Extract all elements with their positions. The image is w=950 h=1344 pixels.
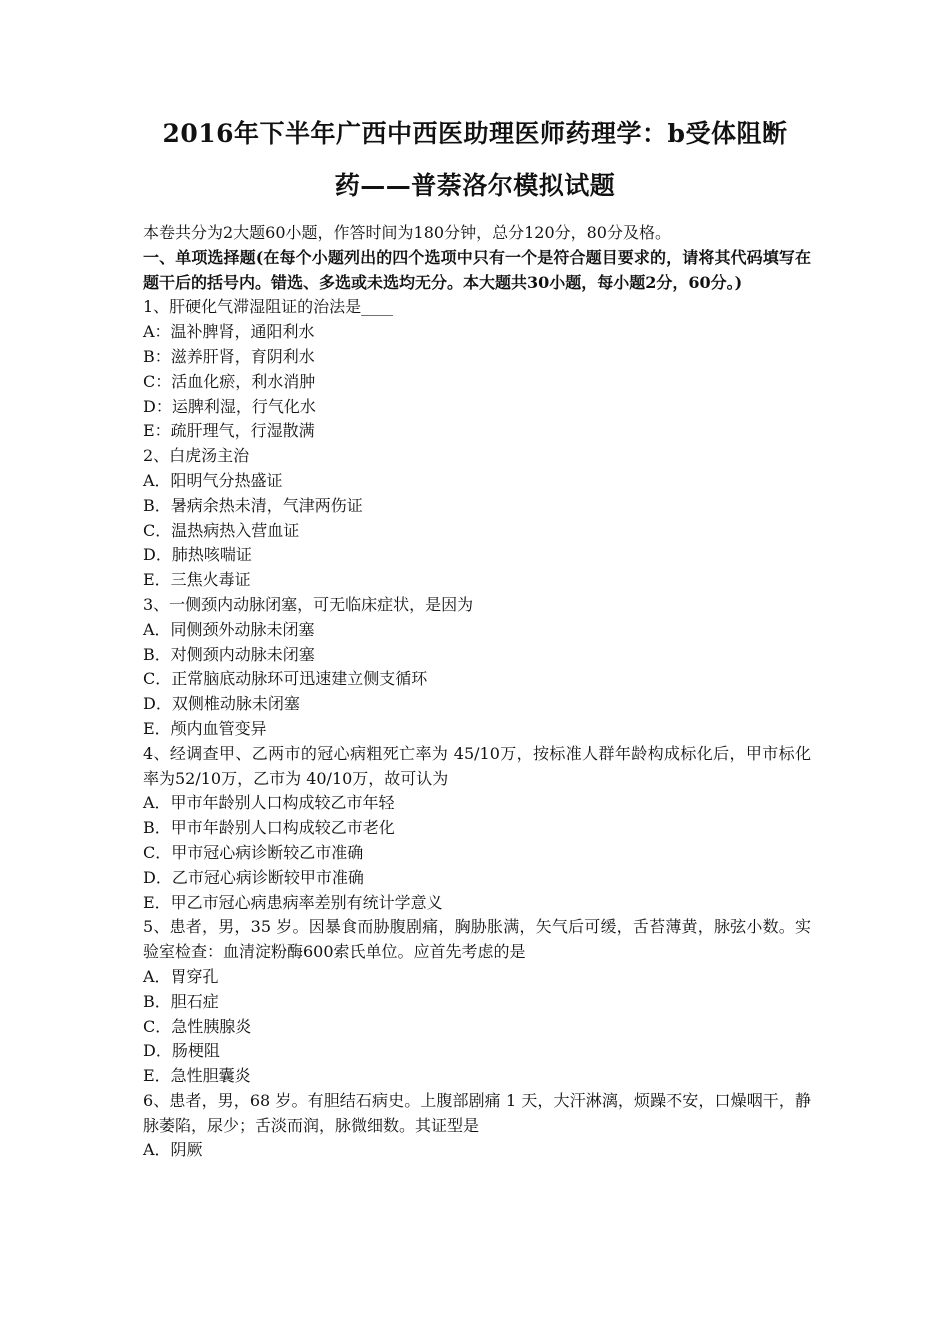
question-3	[143, 593, 811, 742]
option-b: B：滋养肝肾，育阴利水	[143, 346, 315, 366]
question-stem: 6、患者，男，68 岁。有胆结石病史。上腹部剧痛 1 天，大汗淋漓，烦躁不安，口燥咽干，静脉萎陷，尿少；舌淡而润，脉微细数。其证型是	[143, 1090, 811, 1135]
option-c: C：活血化瘀，利水消肿	[143, 371, 316, 391]
option-a: A．阴厥	[143, 1140, 203, 1160]
option-a: A．胃穿孔	[143, 966, 219, 986]
question-4	[143, 742, 811, 916]
option-c: C．正常脑底动脉环可迅速建立侧支循环	[143, 669, 428, 689]
document-title-line-1: 2016年下半年广西中西医助理医师药理学：b受体阻断	[162, 119, 788, 148]
question-stem: 2、白虎汤主治	[143, 446, 250, 466]
option-b: B．胆石症	[143, 991, 219, 1011]
option-c: C．甲市冠心病诊断较乙市准确	[143, 842, 364, 862]
option-e: E．甲乙市冠心病患病率差别有统计学意义	[143, 892, 443, 912]
option-c: C．急性胰腺炎	[143, 1016, 252, 1036]
question-2	[143, 444, 811, 593]
question-stem: 4、经调查甲、乙两市的冠心病粗死亡率为 45/10万，按标准人群年龄构成标化后，甲市标化率为52/10万，乙市为 40/10万，故可认为	[143, 743, 811, 788]
question-stem: 5、患者，男，35 岁。因暴食而胁腹剧痛，胸胁胀满，矢气后可缓，舌苔薄黄，脉弦小数。实验室检查：血清淀粉酶600索氏单位。应首先考虑的是	[143, 917, 811, 962]
option-a: A．甲市年龄别人口构成较乙市年轻	[143, 793, 395, 813]
question-1	[143, 295, 811, 444]
option-e: E．颅内血管变异	[143, 718, 267, 738]
option-d: D．双侧椎动脉未闭塞	[143, 694, 300, 714]
question-5	[143, 915, 811, 1089]
option-d: D．乙市冠心病诊断较甲市准确	[143, 867, 364, 887]
exam-intro: 本卷共分为2大题60小题，作答时间为180分钟，总分120分，80分及格。	[143, 223, 671, 242]
option-e: E．急性胆囊炎	[143, 1066, 251, 1086]
document-title-line-2: 药——普萘洛尔模拟试题	[334, 171, 616, 200]
question-6	[143, 1089, 811, 1163]
option-b: B．暑病余热未清，气津两伤证	[143, 495, 363, 515]
section-heading: 一、单项选择题(在每个小题列出的四个选项中只有一个是符合题目要求的，请将其代码填写在题干后的括号内。错选、多选或未选均无分。本大题共30小题，每小题2分，60分。)	[143, 247, 811, 292]
option-c: C．温热病热入营血证	[143, 520, 300, 540]
option-e: E．三焦火毒证	[143, 570, 251, 590]
option-e: E：疏肝理气，行湿散满	[143, 421, 315, 441]
option-d: D：运脾利湿，行气化水	[143, 396, 316, 416]
option-a: A．阳明气分热盛证	[143, 470, 283, 490]
option-b: B．甲市年龄别人口构成较乙市老化	[143, 818, 395, 838]
option-d: D．肺热咳喘证	[143, 545, 252, 565]
option-a: A．同侧颈外动脉未闭塞	[143, 619, 315, 639]
question-stem: 1、肝硬化气滞湿阻证的治法是____	[143, 297, 394, 317]
option-d: D．肠梗阻	[143, 1041, 220, 1061]
option-a: A：温补脾肾，通阳利水	[143, 322, 315, 342]
question-stem: 3、一侧颈内动脉闭塞，可无临床症状，是因为	[143, 594, 474, 614]
option-b: B．对侧颈内动脉未闭塞	[143, 644, 315, 664]
document-body	[143, 221, 811, 1163]
